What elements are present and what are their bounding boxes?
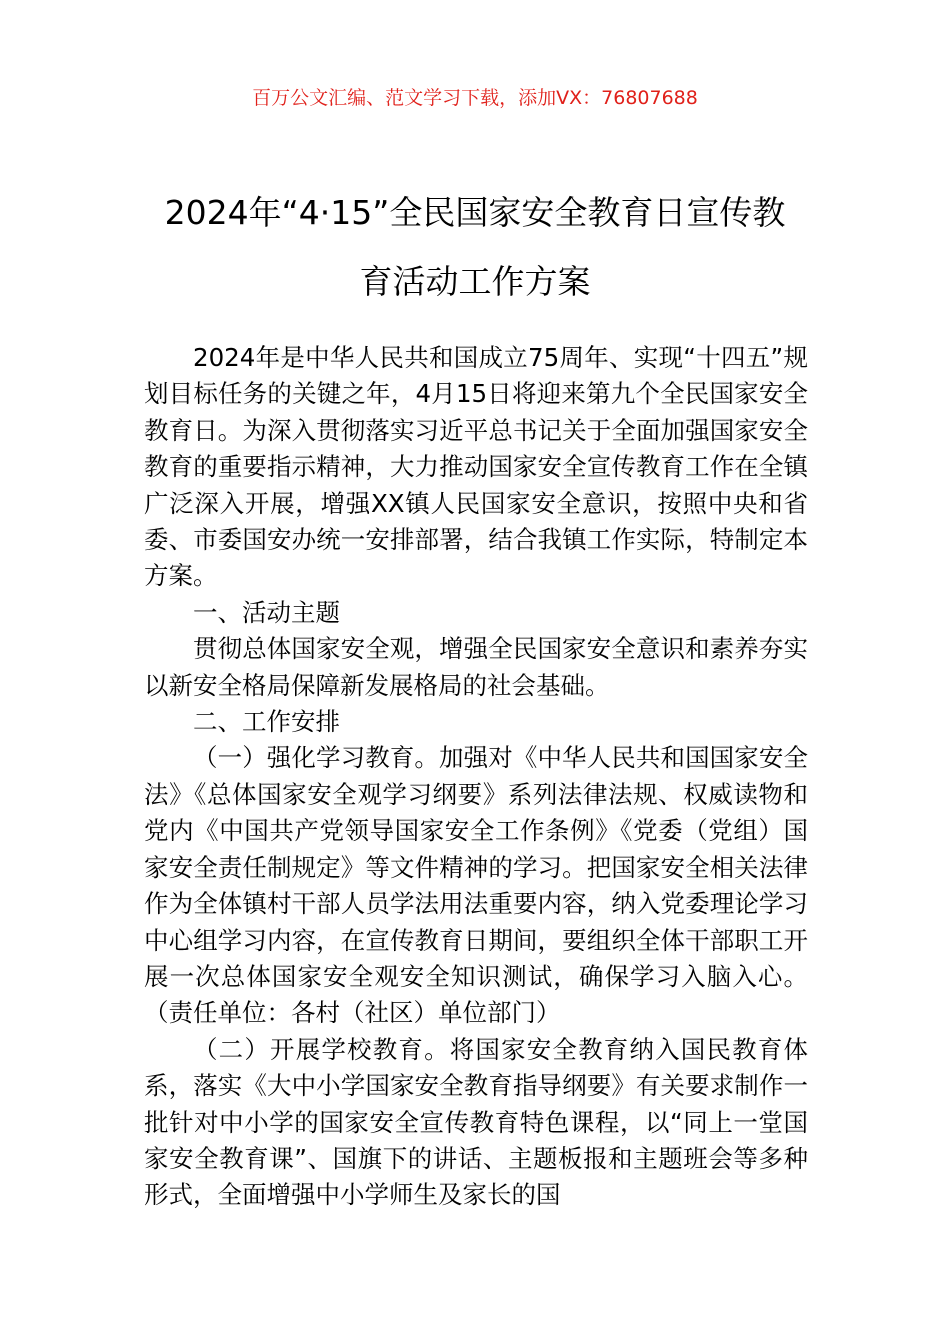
section-heading-theme: 一、活动主题 bbox=[193, 597, 340, 627]
intro-paragraph: 2024年是中华人民共和国成立75周年、实现“十四五”规划目标任务的关键之年，4月15日将迎来第九个全民国家安全教育日。为深入贯彻落实习近平总书记关于全面加强国家安全教育的重要指示精神，大力推动国家安全宣传教育工作在全镇广泛深入开展，增强XX镇人民国家安全意识，按照中央和省委、市委国安办统一安排部署，结合我镇工作实际，特制定本方案。 bbox=[144, 343, 808, 591]
document-body bbox=[144, 340, 808, 1214]
header-watermark-note: 百万公文汇编、范文学习下载，添加VX：76807688 bbox=[252, 87, 698, 109]
theme-paragraph: 贯彻总体国家安全观，增强全民国家安全意识和素养夯实以新安全格局保障新发展格局的社会基础。 bbox=[144, 634, 808, 700]
document-title bbox=[140, 178, 810, 316]
section-heading-arrangement: 二、工作安排 bbox=[193, 707, 340, 737]
title-line-2: 育活动工作方案 bbox=[359, 262, 591, 301]
arrangement-item-2: （二）开展学校教育。将国家安全教育纳入国民教育体系，落实《大中小学国家安全教育指导纲要》有关要求制作一批针对中小学的国家安全宣传教育特色课程，以“同上一堂国家安全教育课”、国旗下的讲话、主题板报和主题班会等多种形式，全面增强中小学师生及家长的国 bbox=[144, 1034, 808, 1210]
arrangement-item-1: （一）强化学习教育。加强对《中华人民共和国国家安全法》《总体国家安全观学习纲要》系列法律法规、权威读物和党内《中国共产党领导国家安全工作条例》《党委（党组）国家安全责任制规定》等文件精神的学习。把国家安全相关法律作为全体镇村干部人员学法用法重要内容，纳入党委理论学习中心组学习内容，在宣传教育日期间，要组织全体干部职工开展一次总体国家安全观安全知识测试，确保学习入脑入心。（责任单位：各村（社区）单位部门） bbox=[144, 743, 808, 1028]
title-line-1: 2024年“4·15”全民国家安全教育日宣传教 bbox=[164, 193, 786, 232]
